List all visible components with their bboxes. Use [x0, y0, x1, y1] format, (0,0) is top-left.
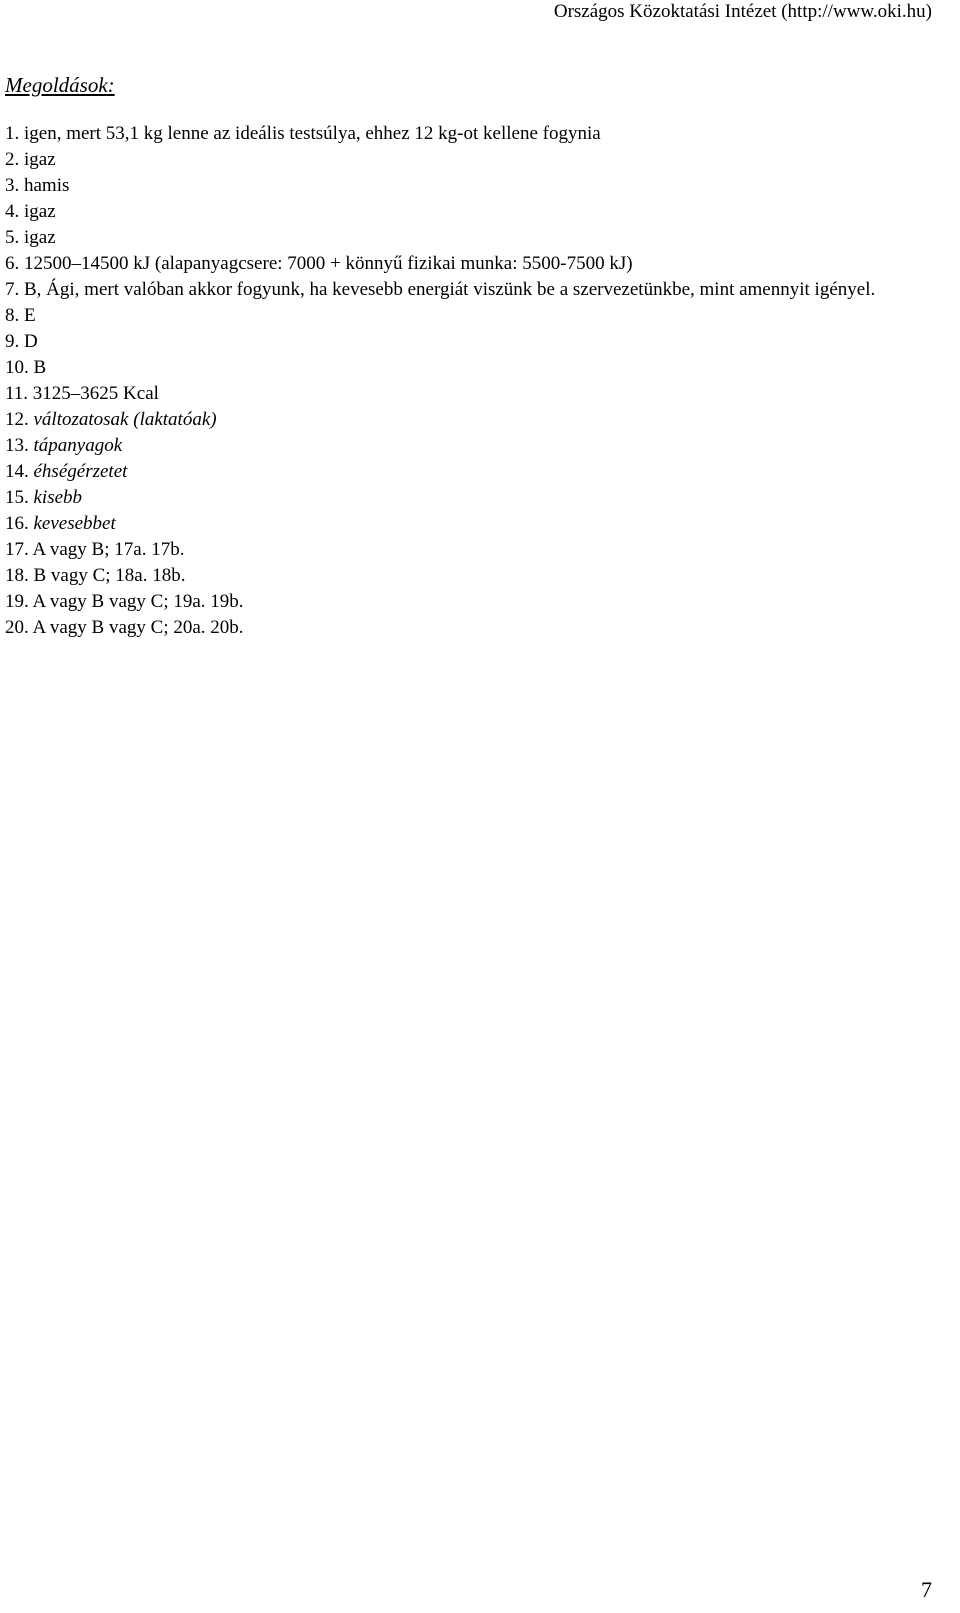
answer-item: [5, 459, 927, 485]
answer-number: 17.: [5, 539, 29, 560]
answer-number: 15.: [5, 487, 29, 508]
answer-text: igaz: [24, 227, 56, 248]
answer-number: 6.: [5, 253, 20, 274]
answer-number: 12.: [5, 409, 29, 430]
page-header: Országos Közoktatási Intézet (http://www.oki.hu): [553, 1, 932, 22]
answer-text: B, Ági, mert valóban akkor fogyunk, ha kevesebb energiát viszünk be a szervezetünkbe, mint amennyit igényel.: [24, 279, 876, 300]
answer-item: [5, 563, 927, 589]
answer-number: 5.: [5, 227, 20, 248]
answer-text: változatosak (laktatóak): [33, 409, 217, 430]
answer-text: éhségérzetet: [33, 461, 128, 482]
answer-number: 19.: [5, 591, 29, 612]
answer-item: [5, 589, 927, 615]
answer-item: [5, 121, 927, 147]
answer-number: 3.: [5, 175, 20, 196]
answer-number: 2.: [5, 149, 20, 170]
answer-item: [5, 199, 927, 225]
section-title: Megoldások:: [5, 73, 115, 97]
answer-text: tápanyagok: [33, 435, 123, 456]
answer-number: 8.: [5, 305, 20, 326]
answer-number: 1.: [5, 123, 20, 144]
answer-text: igen, mert 53,1 kg lenne az ideális testsúlya, ehhez 12 kg-ot kellene fogynia: [24, 123, 601, 144]
answer-item: [5, 355, 927, 381]
answer-text: kisebb: [33, 487, 83, 508]
answer-number: 20.: [5, 617, 29, 638]
answer-item: [5, 615, 927, 641]
answer-item: [5, 147, 927, 173]
answer-item: [5, 329, 927, 355]
answer-item: [5, 485, 927, 511]
answer-number: 18.: [5, 565, 29, 586]
answer-number: 10.: [5, 357, 29, 378]
answer-item: [5, 225, 927, 251]
answer-text: hamis: [24, 175, 70, 196]
answer-text: B: [33, 357, 47, 378]
answer-number: 16.: [5, 513, 29, 534]
answer-number: 9.: [5, 331, 20, 352]
page-number: 7: [921, 1577, 932, 1602]
answer-item: [5, 537, 927, 563]
answer-text: A vagy B vagy C; 19a. 19b.: [32, 591, 244, 612]
answer-item: [5, 511, 927, 537]
answer-item: [5, 303, 927, 329]
answer-number: 11.: [5, 383, 29, 404]
answer-text: 3125–3625 Kcal: [32, 383, 159, 404]
answer-number: 14.: [5, 461, 29, 482]
answer-item: [5, 381, 927, 407]
answer-text: B vagy C; 18a. 18b.: [33, 565, 186, 586]
answer-item: [5, 251, 927, 277]
answer-text: igaz: [24, 149, 56, 170]
answer-text: A vagy B; 17a. 17b.: [32, 539, 185, 560]
answer-item: [5, 433, 927, 459]
answer-text: E: [24, 305, 36, 326]
answer-text: 12500–14500 kJ (alapanyagcsere: 7000 + könnyű fizikai munka: 5500-7500 kJ): [24, 253, 633, 274]
answer-item: [5, 173, 927, 199]
answer-item: [5, 407, 927, 433]
answer-text: D: [24, 331, 38, 352]
answer-number: 13.: [5, 435, 29, 456]
answer-number: 7.: [5, 279, 20, 300]
answer-list: [5, 121, 927, 641]
answer-number: 4.: [5, 201, 20, 222]
answer-item: [5, 277, 927, 303]
answer-text: kevesebbet: [33, 513, 116, 534]
answer-text: A vagy B vagy C; 20a. 20b.: [32, 617, 244, 638]
answer-text: igaz: [24, 201, 56, 222]
